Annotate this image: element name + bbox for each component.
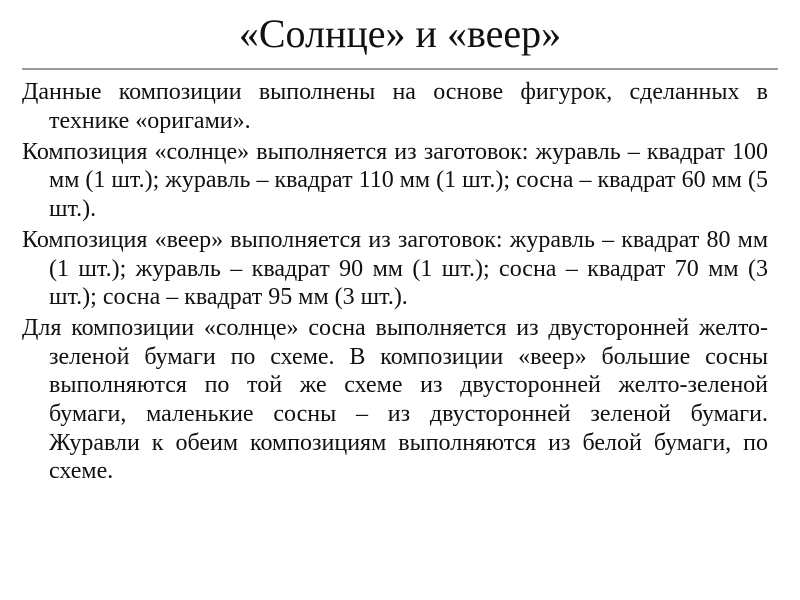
paragraph-intro: Данные композиции выполнены на основе фигурок, сделанных в технике «оригами». [22,79,768,134]
paragraph-fan-composition: Композиция «веер» выполняется из заготовок: журавль – квадрат 80 мм (1 шт.); журавль – квадрат 90 мм (1 шт.); сосна – квадрат 70 мм (3 шт.); сосна – квадрат 95 мм (3 шт.). [22,226,768,311]
paragraph-sun-composition: Композиция «солнце» выполняется из заготовок: журавль – квадрат 100 мм (1 шт.); журавль – квадрат 110 мм (1 шт.); сосна – квадрат 60 мм (5 шт.). [22,138,768,222]
paragraph-paper-instructions: Для композиции «солнце» сосна выполняется из двусторонней желто-зеленой бумаги по схеме. В композиции «веер» большие сосны выполняются по той же схеме из двусторонней желто-зеленой бумаги, маленькие сосны – из двусторонней зеленой бумаги. Журавли к обеим композициям выполняются из белой бумаги, по схеме. [22,315,768,485]
title-divider [22,68,778,70]
slide-body [22,78,768,488]
slide-title: «Солнце» и «веер» [238,11,562,56]
